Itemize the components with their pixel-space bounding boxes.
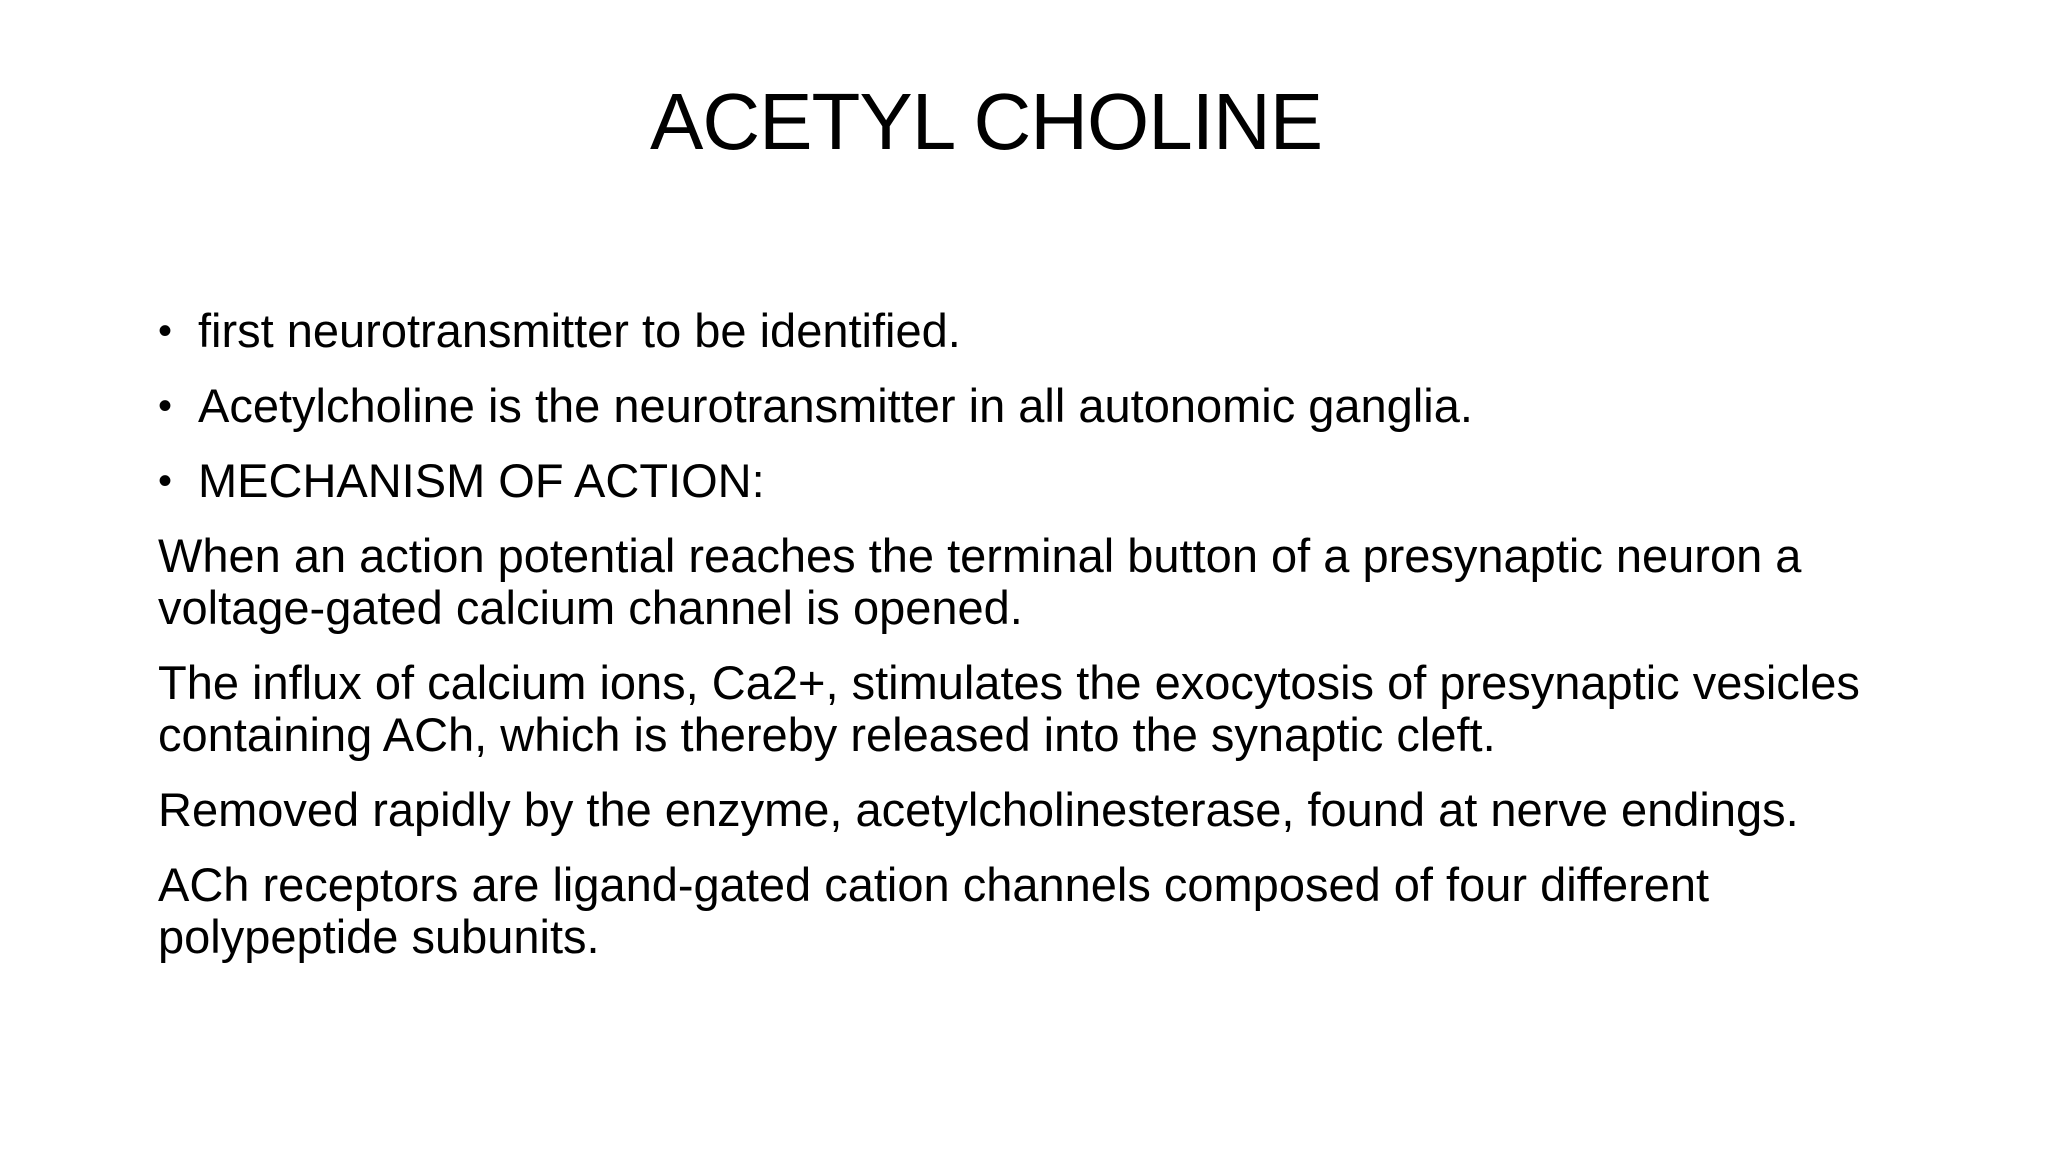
paragraph-ach-receptors: ACh receptors are ligand-gated cation channels composed of four different polypeptide subunits. (158, 858, 1710, 963)
bullet-text: MECHANISM OF ACTION: (198, 454, 765, 507)
bullet-marker: • (158, 459, 173, 503)
bullet-item (158, 380, 1918, 432)
slide-title: ACETYL CHOLINE (650, 77, 1323, 166)
paragraph-action-potential: When an action potential reaches the terminal button of a presynaptic neuron a voltage-gated calcium channel is opened. (158, 529, 1802, 634)
bullet-text: Acetylcholine is the neurotransmitter in all autonomic ganglia. (198, 379, 1473, 432)
bullet-marker: • (158, 384, 173, 428)
bullet-list (158, 305, 1918, 507)
bullet-text: first neurotransmitter to be identified. (198, 304, 961, 357)
bullet-marker: • (158, 309, 173, 353)
paragraph-acetylcholinesterase: Removed rapidly by the enzyme, acetylcholinesterase, found at nerve endings. (158, 783, 1799, 836)
slide-content (158, 305, 1918, 986)
bullet-item (158, 455, 1918, 507)
paragraph-calcium-influx: The influx of calcium ions, Ca2+, stimulates the exocytosis of presynaptic vesicles containing ACh, which is thereby released into the synaptic cleft. (158, 656, 1860, 761)
bullet-item (158, 305, 1918, 357)
